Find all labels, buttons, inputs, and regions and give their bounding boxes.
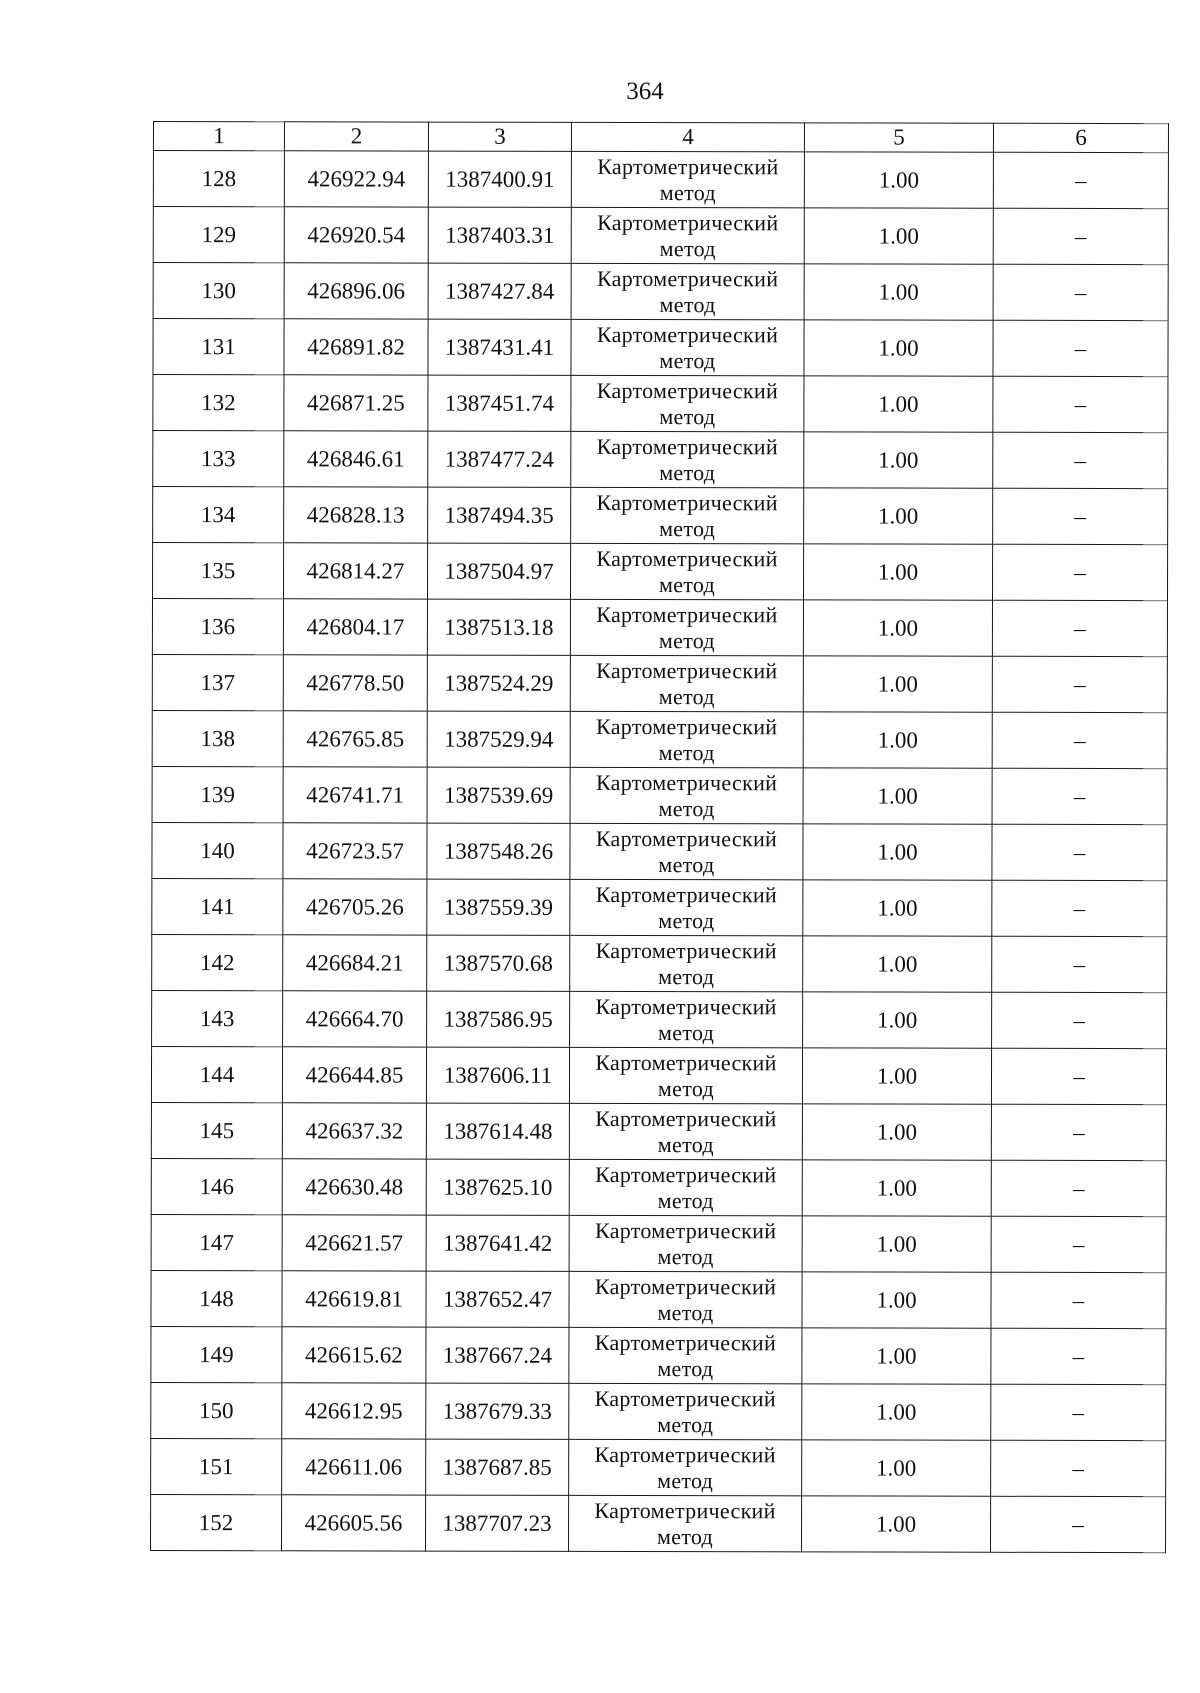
method-line-2: метод [657,1131,714,1157]
note-cell: – [991,1272,1166,1328]
point-number-cell: 145 [151,1102,282,1158]
point-number-cell: 138 [152,710,283,766]
column-header: 4 [571,122,804,151]
table-row [152,822,1167,880]
table-row [152,543,1167,601]
method-line-2: метод [659,403,716,429]
column-header: 5 [804,123,993,152]
method-cell [569,1271,802,1327]
accuracy-cell: 1.00 [804,264,993,320]
method-cell [570,599,803,655]
x-coordinate-cell: 426619.81 [282,1271,426,1327]
method-cell [569,1383,802,1439]
accuracy-cell: 1.00 [802,1328,991,1384]
method-line-2: метод [657,1411,714,1437]
method-line-1: Картометрический [596,321,779,347]
x-coordinate-cell: 426922.94 [284,151,428,207]
method-line-1: Картометрический [594,1441,776,1467]
method-cell [569,1495,802,1551]
accuracy-cell: 1.00 [802,1160,991,1216]
note-cell: – [993,320,1168,376]
y-coordinate-cell: 1387477.24 [428,431,571,487]
method-line-2: метод [657,1187,714,1213]
method-line-2: метод [657,1299,714,1325]
table-row [152,599,1167,657]
y-coordinate-cell: 1387641.42 [426,1215,569,1271]
y-coordinate-cell: 1387548.26 [427,823,570,879]
y-coordinate-cell: 1387539.69 [427,767,570,823]
accuracy-cell: 1.00 [803,880,992,936]
x-coordinate-cell: 426630.48 [282,1159,426,1215]
y-coordinate-cell: 1387625.10 [426,1159,569,1215]
method-cell [570,767,803,823]
method-line-2: метод [659,347,716,373]
note-cell: – [993,376,1168,432]
method-cell [571,319,804,375]
y-coordinate-cell: 1387652.47 [426,1271,569,1327]
table-row [151,1270,1166,1328]
y-coordinate-cell: 1387667.24 [426,1327,569,1383]
y-coordinate-cell: 1387427.84 [428,263,571,319]
method-line-2: метод [658,907,715,933]
method-line-2: метод [659,515,716,541]
x-coordinate-cell: 426804.17 [283,599,427,655]
method-line-1: Картометрический [596,657,778,683]
point-number-cell: 141 [152,878,283,934]
accuracy-cell: 1.00 [804,152,993,208]
method-line-2: метод [659,179,716,205]
table-row [153,431,1168,489]
method-line-2: метод [658,683,715,709]
point-number-cell: 128 [153,151,284,207]
method-line-2: метод [657,1467,714,1493]
y-coordinate-cell: 1387403.31 [428,207,571,263]
x-coordinate-cell: 426612.95 [282,1383,426,1439]
x-coordinate-cell: 426778.50 [283,655,427,711]
column-header: 1 [153,122,284,151]
table-row [151,1382,1166,1440]
method-line-1: Картометрический [596,265,779,291]
x-coordinate-cell: 426664.70 [283,991,427,1047]
x-coordinate-cell: 426896.06 [284,263,428,319]
method-line-1: Картометрический [594,1385,776,1411]
method-cell [571,431,804,487]
note-cell: – [991,1160,1166,1216]
y-coordinate-cell: 1387451.74 [428,375,571,431]
accuracy-cell: 1.00 [802,1496,991,1552]
method-cell [569,1439,802,1495]
accuracy-cell: 1.00 [802,1048,991,1104]
method-line-1: Картометрический [596,601,778,627]
point-number-cell: 140 [152,822,283,878]
y-coordinate-cell: 1387494.35 [428,487,571,543]
y-coordinate-cell: 1387504.97 [427,543,570,599]
method-line-1: Картометрический [597,153,779,179]
coordinates-table [150,121,1169,1553]
column-header: 3 [428,122,571,151]
method-line-1: Картометрический [596,433,778,459]
note-cell: – [992,824,1167,880]
table-row [153,375,1168,433]
y-coordinate-cell: 1387586.95 [427,991,570,1047]
column-header: 6 [993,123,1168,152]
point-number-cell: 136 [152,599,283,655]
note-cell: – [992,880,1167,936]
x-coordinate-cell: 426723.57 [283,823,427,879]
method-cell [569,1047,802,1103]
method-line-1: Картометрический [595,881,778,907]
accuracy-cell: 1.00 [803,936,992,992]
method-line-1: Картометрический [594,1217,777,1243]
y-coordinate-cell: 1387570.68 [427,935,570,991]
method-cell [571,207,804,263]
point-number-cell: 149 [151,1326,282,1382]
note-cell: – [991,1216,1166,1272]
point-number-cell: 151 [151,1438,282,1494]
method-line-1: Картометрический [595,825,778,851]
method-line-2: метод [658,571,716,597]
point-number-cell: 150 [151,1382,282,1438]
table-row [151,1158,1166,1216]
y-coordinate-cell: 1387559.39 [427,879,570,935]
accuracy-cell: 1.00 [804,320,993,376]
table-row [152,934,1167,992]
y-coordinate-cell: 1387707.23 [426,1495,569,1551]
point-number-cell: 148 [151,1270,282,1326]
x-coordinate-cell: 426828.13 [284,487,428,543]
method-line-1: Картометрический [595,937,777,963]
method-line-2: метод [657,1355,714,1381]
y-coordinate-cell: 1387513.18 [427,599,570,655]
table-header-row [153,122,1168,153]
method-line-2: метод [657,1075,715,1101]
method-line-1: Картометрический [597,209,779,235]
method-line-2: метод [658,1019,715,1045]
table-row [153,319,1168,377]
point-number-cell: 142 [152,934,283,990]
x-coordinate-cell: 426644.85 [282,1047,426,1103]
table-row [151,1046,1166,1104]
x-coordinate-cell: 426611.06 [282,1439,426,1495]
method-line-2: метод [659,291,716,317]
accuracy-cell: 1.00 [804,432,993,488]
x-coordinate-cell: 426684.21 [283,935,427,991]
method-line-1: Картометрический [594,1497,776,1523]
column-header: 2 [284,122,428,151]
x-coordinate-cell: 426705.26 [283,879,427,935]
note-cell: – [992,544,1167,600]
table-row [153,151,1168,209]
method-line-1: Картометрический [595,769,778,795]
x-coordinate-cell: 426621.57 [282,1215,426,1271]
method-cell [570,935,803,991]
table-row [151,1214,1166,1272]
point-number-cell: 133 [153,431,284,487]
method-line-1: Картометрический [594,1329,777,1355]
method-line-1: Картометрический [595,1161,777,1187]
point-number-cell: 131 [153,319,284,375]
method-cell [570,991,803,1047]
note-cell: – [992,712,1167,768]
note-cell: – [991,1104,1166,1160]
y-coordinate-cell: 1387431.41 [428,319,571,375]
method-line-1: Картометрический [596,489,778,515]
point-number-cell: 139 [152,766,283,822]
accuracy-cell: 1.00 [803,544,992,600]
table-row [153,207,1168,265]
y-coordinate-cell: 1387400.91 [428,151,571,207]
table-row [151,1326,1166,1384]
method-cell [569,1103,802,1159]
x-coordinate-cell: 426637.32 [282,1103,426,1159]
table-row [152,766,1167,824]
method-cell [569,1327,802,1383]
method-line-2: метод [659,459,716,485]
accuracy-cell: 1.00 [802,1384,991,1440]
method-line-2: метод [658,963,715,989]
table-row [152,878,1167,936]
point-number-cell: 137 [152,654,283,710]
note-cell: – [993,264,1168,320]
method-line-1: Картометрический [595,993,777,1019]
note-cell: – [993,488,1168,544]
note-cell: – [991,1496,1166,1552]
point-number-cell: 130 [153,263,284,319]
note-cell: – [991,1440,1166,1496]
x-coordinate-cell: 426920.54 [284,207,428,263]
y-coordinate-cell: 1387524.29 [427,655,570,711]
method-cell [571,263,804,319]
table-row [152,990,1167,1048]
point-number-cell: 146 [151,1158,282,1214]
method-cell [570,711,803,767]
note-cell: – [992,656,1167,712]
table-row [151,1438,1166,1496]
page-number: 364 [626,78,664,105]
note-cell: – [993,208,1168,264]
accuracy-cell: 1.00 [802,1104,991,1160]
method-line-2: метод [658,739,715,765]
x-coordinate-cell: 426605.56 [282,1495,426,1551]
note-cell: – [993,152,1168,208]
method-line-1: Картометрический [594,1273,777,1299]
method-line-2: метод [658,795,715,821]
x-coordinate-cell: 426871.25 [284,375,428,431]
y-coordinate-cell: 1387679.33 [426,1383,569,1439]
x-coordinate-cell: 426765.85 [283,711,427,767]
method-cell [570,879,803,935]
accuracy-cell: 1.00 [803,824,992,880]
table-row [152,654,1167,712]
accuracy-cell: 1.00 [804,488,993,544]
note-cell: – [992,768,1167,824]
table-body [151,151,1169,1553]
x-coordinate-cell: 426846.61 [284,431,428,487]
method-line-1: Картометрический [595,1105,777,1131]
note-cell: – [991,1328,1166,1384]
point-number-cell: 144 [151,1046,282,1102]
method-line-1: Картометрический [596,713,778,739]
y-coordinate-cell: 1387687.85 [426,1439,569,1495]
accuracy-cell: 1.00 [804,208,993,264]
y-coordinate-cell: 1387614.48 [426,1103,569,1159]
table-row [153,487,1168,545]
note-cell: – [992,992,1167,1048]
method-line-1: Картометрический [595,1049,777,1075]
method-cell [569,1159,802,1215]
method-line-1: Картометрический [596,545,778,571]
point-number-cell: 134 [153,487,284,543]
method-line-1: Картометрический [596,377,779,403]
note-cell: – [992,600,1167,656]
accuracy-cell: 1.00 [803,600,992,656]
table-row [151,1102,1166,1160]
accuracy-cell: 1.00 [804,376,993,432]
x-coordinate-cell: 426741.71 [283,767,427,823]
point-number-cell: 147 [151,1214,282,1270]
y-coordinate-cell: 1387606.11 [426,1047,569,1103]
accuracy-cell: 1.00 [802,1216,991,1272]
method-cell [571,375,804,431]
point-number-cell: 152 [151,1494,282,1550]
point-number-cell: 135 [152,543,283,599]
method-line-2: метод [658,627,715,653]
method-cell [570,655,803,711]
method-cell [571,487,804,543]
note-cell: – [991,1048,1166,1104]
point-number-cell: 143 [152,990,283,1046]
accuracy-cell: 1.00 [802,1440,991,1496]
accuracy-cell: 1.00 [802,1272,991,1328]
method-line-2: метод [659,235,716,261]
table-row [153,263,1168,321]
note-cell: – [993,432,1168,488]
method-line-2: метод [656,1523,714,1549]
y-coordinate-cell: 1387529.94 [427,711,570,767]
note-cell: – [992,936,1167,992]
method-cell [571,151,804,207]
accuracy-cell: 1.00 [803,992,992,1048]
method-line-2: метод [658,851,715,877]
point-number-cell: 129 [153,207,284,263]
accuracy-cell: 1.00 [803,656,992,712]
point-number-cell: 132 [153,375,284,431]
table-row [151,1494,1166,1552]
x-coordinate-cell: 426814.27 [283,543,427,599]
method-cell [570,823,803,879]
method-line-2: метод [657,1243,714,1269]
accuracy-cell: 1.00 [803,712,992,768]
x-coordinate-cell: 426615.62 [282,1327,426,1383]
method-cell [569,1215,802,1271]
note-cell: – [991,1384,1166,1440]
accuracy-cell: 1.00 [803,768,992,824]
table-row [152,710,1167,768]
method-cell [570,543,803,599]
x-coordinate-cell: 426891.82 [284,319,428,375]
